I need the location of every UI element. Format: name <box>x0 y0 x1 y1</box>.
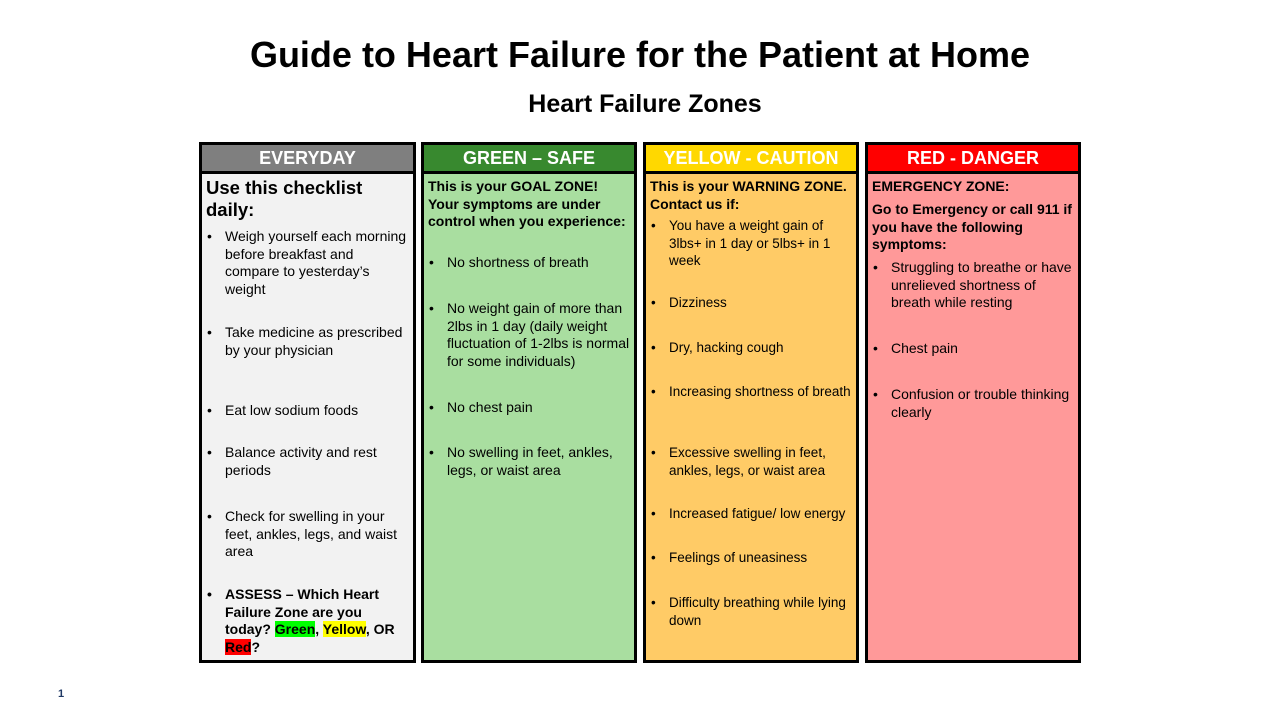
column-red-danger <box>865 142 1081 663</box>
goal-zone-intro: This is your GOAL ZONE! Your symptoms are under control when you experience: <box>428 178 626 229</box>
list-item: • Feelings of uneasiness <box>650 549 854 567</box>
page-number: 1 <box>58 688 65 700</box>
list-item: • No chest pain <box>428 399 632 417</box>
list-item: • Increasing shortness of breath <box>650 383 854 401</box>
column-green-safe <box>421 142 637 663</box>
list-item: • Take medicine as prescribed by your physician <box>206 324 411 359</box>
list-item: • You have a weight gain of 3lbs+ in 1 day or 5lbs+ in 1 week <box>650 217 854 270</box>
assess-red-highlight: Red <box>225 638 252 655</box>
assess-separator: , OR <box>365 621 395 637</box>
assess-suffix: ? <box>251 638 261 655</box>
column-body-red <box>868 174 1078 660</box>
assess-yellow-highlight: Yellow <box>322 621 366 637</box>
column-everyday <box>199 142 416 663</box>
column-body-green <box>424 174 634 660</box>
emergency-instructions: Go to Emergency or call 911 if you have the following symptoms: <box>872 201 1072 252</box>
list-item: • Dry, hacking cough <box>650 339 854 357</box>
assess-green-highlight: Green <box>274 621 316 637</box>
column-header-green: GREEN – SAFE <box>424 145 634 174</box>
list-item: • Chest pain <box>872 340 1076 358</box>
column-header-red: RED - DANGER <box>868 145 1078 174</box>
column-body-everyday <box>202 174 413 660</box>
list-item: • Difficulty breathing while lying down <box>650 594 854 629</box>
column-header-everyday: EVERYDAY <box>202 145 413 174</box>
list-item: • Increased fatigue/ low energy <box>650 505 854 523</box>
list-item: • Eat low sodium foods <box>206 402 411 420</box>
emergency-zone-intro: EMERGENCY ZONE: <box>872 178 1010 194</box>
warning-zone-intro: This is your WARNING ZONE. Contact us if: <box>650 178 847 212</box>
list-item: • Excessive swelling in feet, ankles, legs, or waist area <box>650 444 854 479</box>
list-item: • No weight gain of more than 2lbs in 1 day (daily weight fluctuation of 1-2lbs is normal for some individuals) <box>428 300 632 370</box>
assess-separator: , <box>315 621 323 637</box>
list-item: • Dizziness <box>650 294 854 312</box>
page-title: Guide to Heart Failure for the Patient at Home <box>249 34 1031 75</box>
list-item: • Confusion or trouble thinking clearly <box>872 386 1076 421</box>
list-item: • Check for swelling in your feet, ankles, legs, and waist area <box>206 508 411 561</box>
checklist-intro: Use this checklist daily: <box>206 177 363 220</box>
list-item: • No shortness of breath <box>428 254 632 272</box>
assess-item <box>206 586 411 656</box>
list-item: • Balance activity and rest periods <box>206 444 411 479</box>
column-header-yellow: YELLOW - CAUTION <box>646 145 856 174</box>
list-item: • Struggling to breathe or have unrelieved shortness of breath while resting <box>872 259 1076 312</box>
column-body-yellow <box>646 174 856 660</box>
page-subtitle: Heart Failure Zones <box>528 90 762 118</box>
column-yellow-caution <box>643 142 859 663</box>
list-item: • Weigh yourself each morning before breakfast and compare to yesterday’s weight <box>206 228 411 298</box>
list-item: • No swelling in feet, ankles, legs, or waist area <box>428 444 632 479</box>
assess-prefix: ASSESS – Which Heart Failure Zone are you today? <box>225 586 380 637</box>
